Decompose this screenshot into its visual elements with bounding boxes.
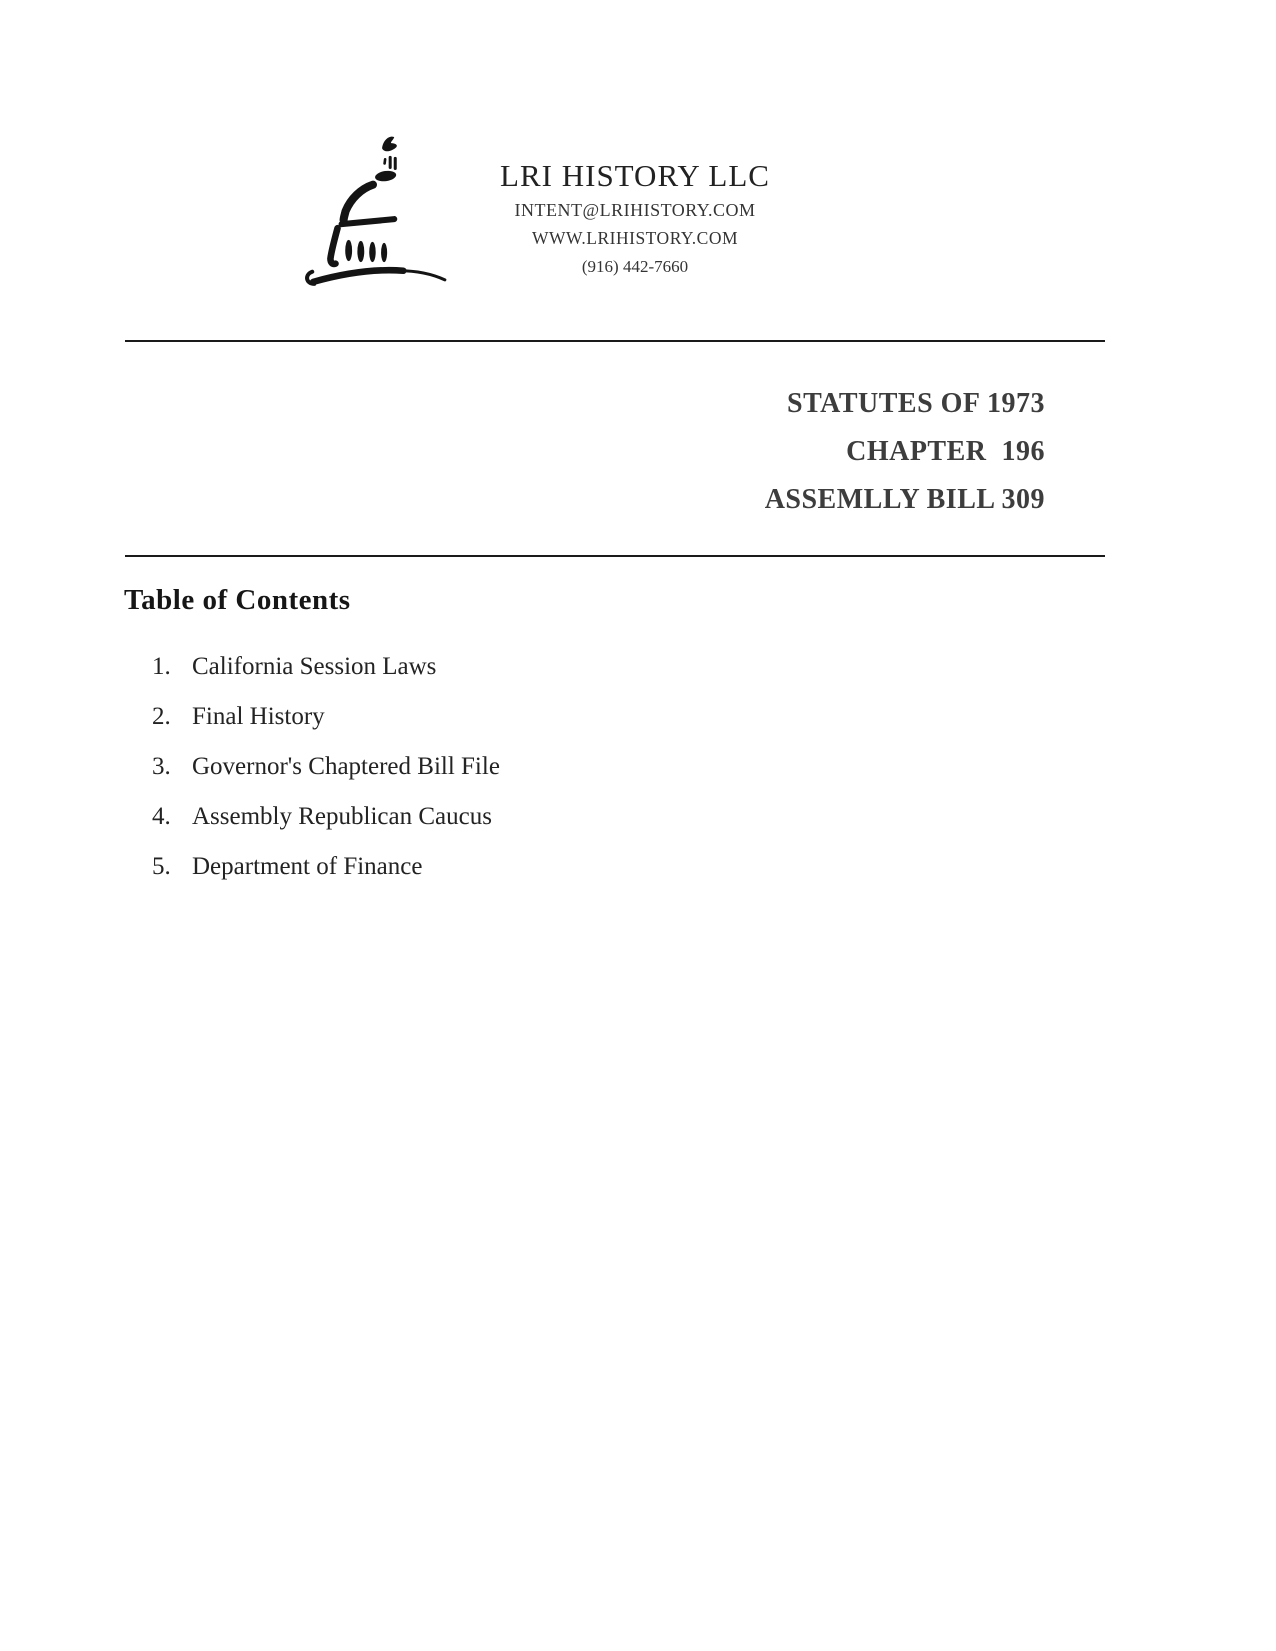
statutes-year-line: STATUTES OF 1973 — [787, 388, 1045, 419]
chapter-line: CHAPTER 196 — [846, 436, 1045, 467]
capitol-dome-icon — [300, 130, 452, 292]
toc-item-number: 5. — [152, 853, 171, 880]
toc-item — [152, 792, 500, 842]
toc-item-label: Governor's Chaptered Bill File — [192, 753, 500, 780]
divider-top — [125, 340, 1105, 342]
toc-item — [152, 642, 500, 692]
toc-item — [152, 842, 500, 892]
toc-item-number: 2. — [152, 703, 171, 730]
toc-item — [152, 692, 500, 742]
toc-item-label: California Session Laws — [192, 653, 437, 680]
toc-item-label: Final History — [192, 703, 325, 730]
statute-reference — [765, 380, 1045, 524]
toc-title: Table of Contents — [124, 584, 351, 616]
toc-item-number: 1. — [152, 653, 171, 680]
toc-item-label: Department of Finance — [192, 853, 423, 880]
toc-item-number: 3. — [152, 753, 171, 780]
company-phone: (916) 442-7660 — [581, 257, 689, 276]
assembly-bill-line: ASSEMLLY BILL 309 — [764, 484, 1045, 515]
toc-list — [152, 642, 500, 892]
divider-middle — [125, 555, 1105, 557]
company-website: WWW.LRIHISTORY.COM — [531, 228, 739, 248]
toc-item-number: 4. — [152, 803, 171, 830]
toc-item-label: Assembly Republican Caucus — [192, 803, 492, 830]
toc-item — [152, 742, 500, 792]
company-email: INTENT@LRIHISTORY.COM — [514, 200, 756, 220]
company-name: LRI HISTORY LLC — [500, 158, 770, 193]
